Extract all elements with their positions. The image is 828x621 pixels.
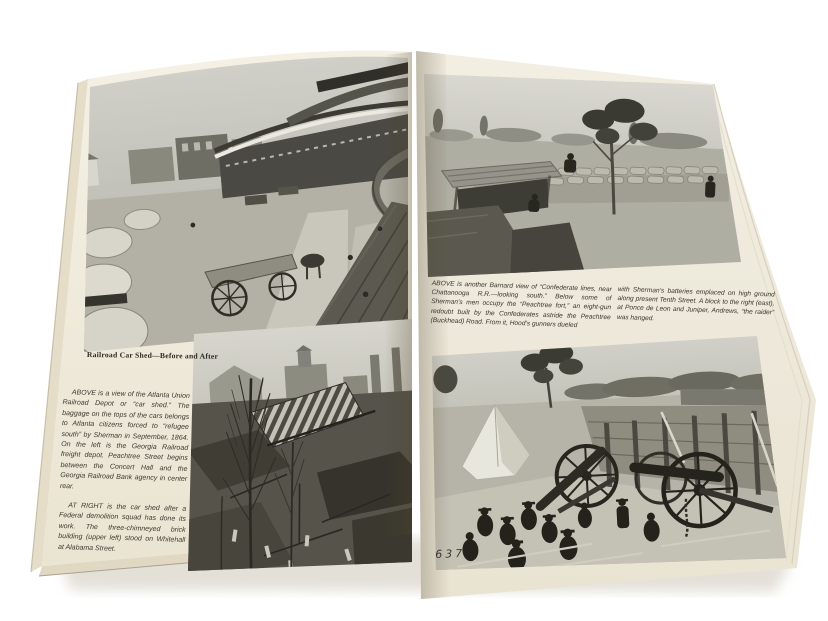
right-caption-column-1: ABOVE is another Barnard view of “Confederate lines, near Chattanooga R.R.—looking south.” Below some of Sherman’s men occupy the “Peachtree fort,” an eight-gun redoubt built by the Confederates astride the Peachtree (Buckhead) Road. From it, Hood’s gunners dueled: [430, 279, 612, 329]
photo-negative-number: 637: [435, 546, 466, 561]
section-title: Railroad Car Shed—Before and After: [86, 350, 219, 361]
paragraph-above: ABOVE is a view of the Atlanta Union Railroad Depot or “car shed.” The baggage on the tops of the cars belongs to Atlanta citizens forced to “refugee south” by Sherman in September, 1864. On the left is the Georgia Railroad freight depot. Peachtree Street begins between the Concert Hall and the Georgia Railroad Bank agency in center rear.: [59, 389, 190, 491]
right-caption-column-2: with Sherman’s batteries emplaced on high ground along present Tenth Street. A block to the right (east), at Ponce de Leon and Juniper, Andrews, “the raider” was hanged.: [616, 285, 775, 322]
paragraph-at-right: AT RIGHT is the car shed after a Federal demolition squad has done its work. The three-chimneyed brick building (upper left) stood on Whitehall at Alabama Street.: [57, 502, 187, 553]
left-page-body-copy: [58, 388, 190, 566]
